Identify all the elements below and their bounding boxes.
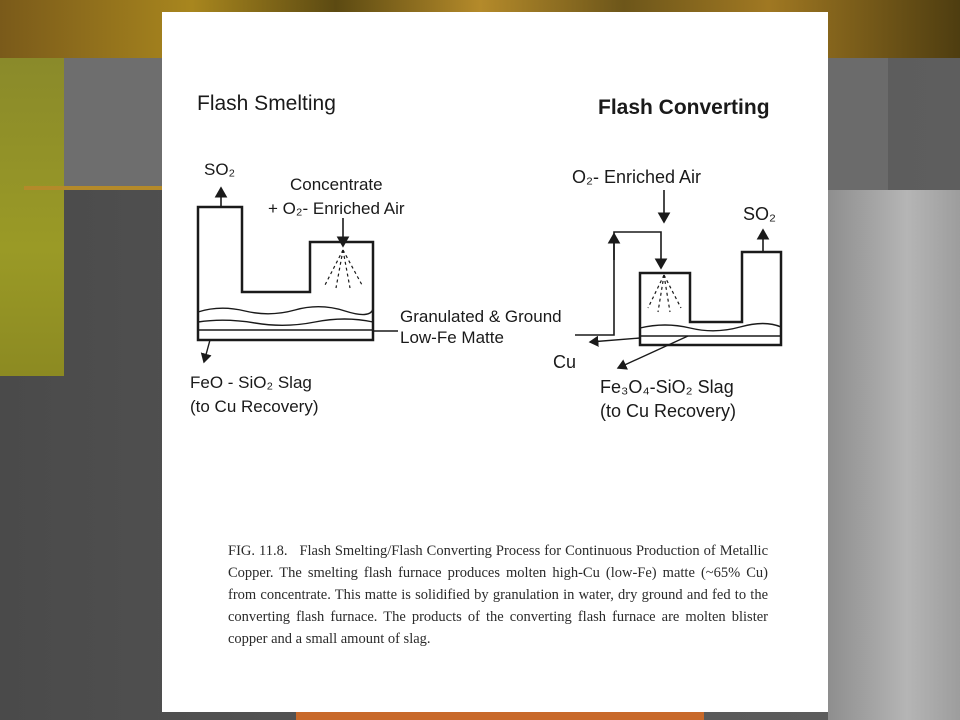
burner-spray-right <box>648 275 681 312</box>
feo-slag-label: FeO - SiO₂ Slag <box>190 373 312 392</box>
to-cu-recovery-left-label: (to Cu Recovery) <box>190 397 319 416</box>
so2-label-left: SO₂ <box>204 160 236 179</box>
cu-outlet-arrow <box>590 338 640 342</box>
burner-spray-left <box>325 250 362 288</box>
left-title: Flash Smelting <box>197 92 336 115</box>
slag-outlet-arrow-right <box>618 336 688 368</box>
caption-fig-number: FIG. 11.8. <box>228 543 288 559</box>
slag-outlet-arrow-left <box>204 340 210 362</box>
granulated-label: Granulated & Ground <box>400 307 562 326</box>
o2-enriched-air-left-label: + O₂- Enriched Air <box>268 199 405 218</box>
concentrate-label: Concentrate <box>290 175 383 194</box>
to-cu-recovery-right-label: (to Cu Recovery) <box>600 401 737 421</box>
cu-label: Cu <box>553 352 577 372</box>
right-title: Flash Converting <box>598 96 770 119</box>
so2-label-right: SO₂ <box>743 204 776 224</box>
caption-text: Flash Smelting/Flash Converting Process for Continuous Production of Metallic Copper. The smelting flash furnace produces molten high-Cu (low-Fe) matte (~65% Cu) from concentrate. This matte is solidified by granulation in water, dry ground and fed to the converting flash furnace. The products of the converting flash furnace are molten blister copper and a small amount of slag. <box>228 543 769 647</box>
smelting-furnace <box>198 207 373 340</box>
low-fe-matte-label: Low-Fe Matte <box>400 328 504 347</box>
figure-caption <box>228 540 768 650</box>
fe3o4-slag-label: Fe₃O₄-SiO₂ Slag <box>600 377 734 397</box>
matte-feed-line <box>575 232 661 335</box>
o2-enriched-air-right-label: O₂- Enriched Air <box>572 167 702 187</box>
